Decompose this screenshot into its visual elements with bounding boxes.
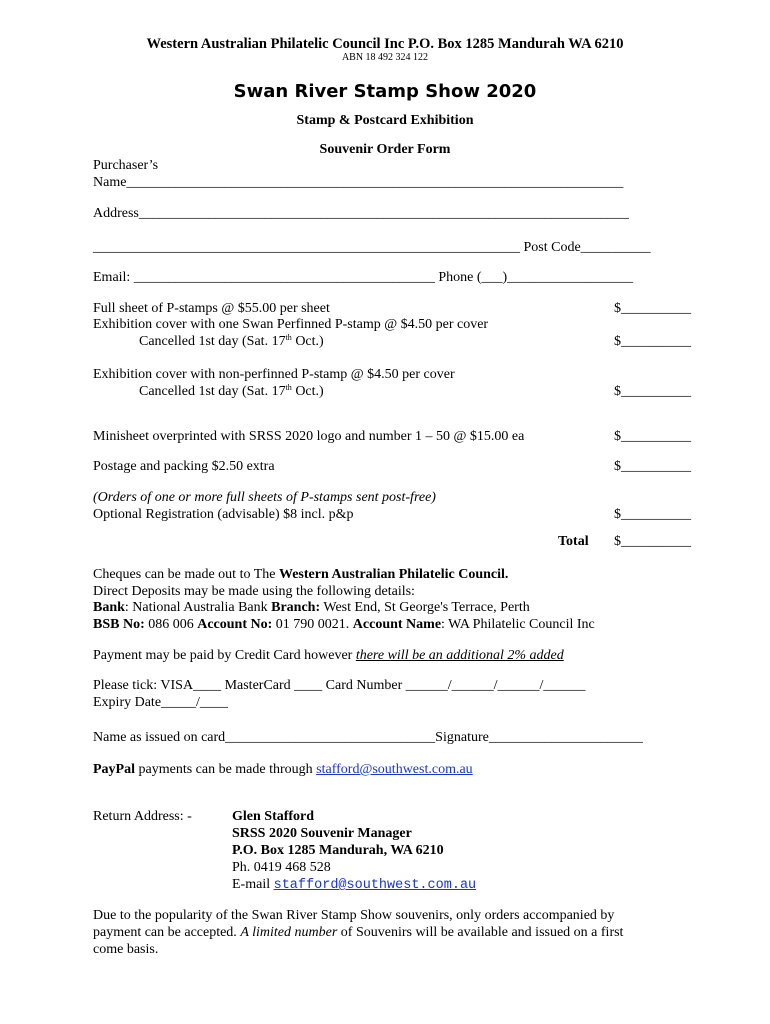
item-full-sheet: Full sheet of P-stamps @ $55.00 per sheet	[93, 301, 330, 316]
card-type-field[interactable]: Please tick: VISA____ MasterCard ____ Card Number ______/______/______/______	[93, 678, 586, 693]
footer-line-3: come basis.	[93, 942, 159, 957]
return-po-box: P.O. Box 1285 Mandurah, WA 6210	[232, 843, 444, 858]
direct-deposit-line: Direct Deposits may be made using the following details:	[93, 584, 415, 599]
amount-perfinned-cover[interactable]: $__________	[614, 334, 691, 349]
return-email-link[interactable]: stafford@southwest.com.au	[273, 878, 477, 893]
total-label: Total	[558, 534, 589, 549]
amount-minisheet[interactable]: $__________	[614, 429, 691, 444]
address-field[interactable]: Address______________________________________________________________________	[93, 206, 629, 221]
item-nonperfinned-cover: Exhibition cover with non-perfinned P-stamp @ $4.50 per cover	[93, 367, 455, 382]
return-phone: Ph. 0419 468 528	[232, 860, 331, 875]
item-postage: Postage and packing $2.50 extra	[93, 459, 275, 474]
org-header-line: Western Australian Philatelic Council Inc P.O. Box 1285 Mandurah WA 6210	[146, 36, 624, 52]
return-name: Glen Stafford	[232, 809, 315, 824]
address-postcode-field[interactable]: _____________________________________________________________ Post Code__________	[93, 240, 651, 255]
item-registration: Optional Registration (advisable) $8 incl. p&p	[93, 507, 354, 522]
footer-line-2: payment can be accepted. A limited number of Souvenirs will be available and issued on a first	[93, 925, 624, 940]
return-email-line: E-mail stafford@southwest.com.au	[232, 877, 477, 893]
expiry-date-field[interactable]: Expiry Date_____/____	[93, 695, 228, 710]
amount-nonperfinned-cover[interactable]: $__________	[614, 384, 691, 399]
name-signature-field[interactable]: Name as issued on card______________________________Signature______________________	[93, 730, 643, 745]
amount-full-sheet[interactable]: $__________	[614, 301, 691, 316]
paypal-line: PayPal payments can be made through stafford@southwest.com.au	[93, 762, 473, 777]
abn-number: ABN 18 492 324 122	[341, 52, 429, 63]
bsb-account-line: BSB No: 086 006 Account No: 01 790 0021. Account Name: WA Philatelic Council Inc	[93, 617, 595, 632]
subtitle-order-form: Souvenir Order Form	[319, 142, 451, 157]
purchaser-label: Purchaser’s	[93, 158, 159, 173]
page-title: Swan River Stamp Show 2020	[233, 81, 537, 102]
item-perfinned-cancel: Cancelled 1st day (Sat. 17th Oct.)	[139, 333, 324, 349]
item-minisheet: Minisheet overprinted with SRSS 2020 logo and number 1 – 50 @ $15.00 ea	[93, 429, 525, 444]
item-nonperfinned-cancel: Cancelled 1st day (Sat. 17th Oct.)	[139, 383, 324, 399]
email-phone-field[interactable]: Email: ___________________________________________ Phone (___)__________________	[93, 270, 634, 285]
paypal-email-link[interactable]: stafford@southwest.com.au	[316, 762, 473, 777]
cheques-line: Cheques can be made out to The Western Australian Philatelic Council.	[93, 567, 509, 582]
orders-note: (Orders of one or more full sheets of P-stamps sent post-free)	[93, 490, 436, 505]
bank-line: Bank: National Australia Bank Branch: West End, St George's Terrace, Perth	[93, 600, 530, 615]
subtitle-exhibition: Stamp & Postcard Exhibition	[296, 113, 474, 128]
purchaser-name-field[interactable]: Name_______________________________________________________________________	[93, 175, 624, 190]
footer-line-1: Due to the popularity of the Swan River Stamp Show souvenirs, only orders accompanied by	[93, 908, 615, 923]
return-role: SRSS 2020 Souvenir Manager	[232, 826, 412, 841]
return-address-label: Return Address: -	[93, 809, 192, 824]
credit-card-note: Payment may be paid by Credit Card however there will be an additional 2% added	[93, 648, 564, 663]
amount-postage[interactable]: $__________	[614, 459, 691, 474]
amount-total[interactable]: $__________	[614, 534, 691, 549]
amount-registration[interactable]: $__________	[614, 507, 691, 522]
item-perfinned-cover: Exhibition cover with one Swan Perfinned P-stamp @ $4.50 per cover	[93, 317, 489, 332]
